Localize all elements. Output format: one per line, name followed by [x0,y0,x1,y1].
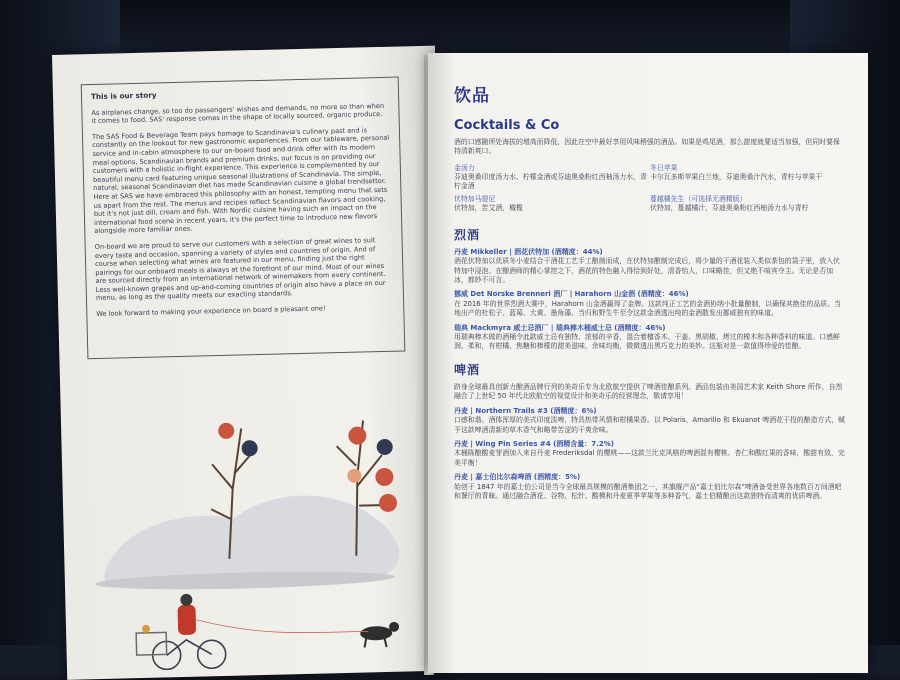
beer-desc: 木桶陈酿酸麦芽酒加入来自丹麦 Frederiksdal 的樱桃——这款兰比克风格的啤酒混有樱桃、杏仁和酸红果的香味，酸甜有致，完美平衡！ [454,449,845,467]
dog [360,622,400,648]
story-paragraph: As airplanes change, so too do passengers' wishes and demands, no more so than when it comes to food. SAS' response comes in the shape of locally sourced, organic produce. [91,101,385,126]
spirit-name: 丹麦 Mikkeller | 酒花伏特加 (酒精度：44%) [454,247,603,256]
beer-heading: 啤酒 [454,362,481,377]
cocktail-item [454,164,650,191]
cocktail-item [650,164,846,191]
beer-item [454,473,846,501]
ornament-ball [218,423,234,439]
beer-desc: 口感和谐、酒体浑厚的美式印度淡啤，特具热带风情和柑橘果香。以 Polaris、Amarillo 和 Ekuanot 啤酒花干投的酿造方式，赋予这款啤酒清新的草木香气和略带苦涩的干爽余味。 [454,416,845,434]
beer-desc: 始创于 1847 年的嘉士伯公司是当今全球最具规模的酿酒集团之一，其旗舰产品“嘉士伯比尔森”啤酒备受世界各地数百万间酒吧和餐厅的青睐。通过融合酒花、谷物、松针、酸模和丹麦夏季苹果等多种香气，嘉士伯精酿出这款独特而清爽的优质啤酒。 [454,482,842,500]
story-paragraph: We look forward to making your experience on board a pleasant one! [96,304,326,319]
cocktail-item [650,195,846,213]
spirit-desc: 用瑞典棒木做的酒桶令此款威士忌有独特、浓郁的辛香，混合着檀香木、干姜、黑胡椒、烤过的橡木和各种香料的味道。口感鲜润、柔和，有柑橘、焦糖和棒檬的甜美滋味，余味均衡，微微透出黑巧克力的美妙。这瓶对是一款值得珍爱的佳酿。 [454,333,840,351]
ornament-ball [347,469,361,483]
menu-right-page [428,53,868,673]
spirit-item [454,324,846,352]
cocktail-desc: 卡尔瓦多斯苹果白兰地，芬迪奥桑汁汽水，青柠与苹果干 [650,172,823,181]
ornament-ball [375,468,393,486]
story-paragraph: The SAS Food & Beverage Team pays homage to Scandinavia's culinary past and is constantly on the lookout for new gastronomic experiences. From our tableware, personal service and in-cabin atmosphere to our on-board food and drink offer with its modern meal options, Scandinavian brands and premium drinks, our focus is on providing our customers with a holistic in-flight experience. This experience is complemented by our beautiful menu card featuring unique seasonal illustrations of Scandinavia. The simple, natural, seasonal Scandinavian diet has made Scandinavian cuisine a global trendsetter. Here at SAS we have embraced this philosophy with an honest, tempting menu that sets us apart from the rest. The menus and recipes reflect Scandinavian flavors and cooking, but it's not just dill, cream and fish. With Nordic cuisine having such an impact on the international food scene in recent years, it's the perfect time to introduce new flavors alongside more familiar ones. [91,126,390,236]
cyclist-head [180,594,192,606]
leash [196,615,368,635]
beer-item [454,440,846,468]
spirit-item [454,290,846,318]
page-title: 饮品 [454,86,490,106]
cocktails-heading: Cocktails & Co [454,118,560,133]
cocktail-desc: 芬迪奥桑印度汤力水、柠檬金酒或芬迪奥桑粉红西柚汤力水，青柠金酒 [454,172,647,190]
ornament-ball [348,426,366,444]
spirit-desc: 在 2016 年的世界烈酒大赛中，Harahorn 山金酒赢得了金牌。这款纯正工艺的金酒协纳小批量酿制，以确保其绝佳的品质。当地出产的杜松子、蓝莓、大黄、墨角藻、当归和野生牛至令这款金酒透出纯的金酒散发出挪威独有的味道。 [454,299,841,318]
cocktail-desc: 伏特加，苦艾酒，橄榄 [454,203,523,212]
beer-name: 丹麦 | Northern Trails #3 (酒精度：6%) [454,406,597,415]
story-box [81,77,406,360]
cocktail-name: 冬日苹果 [650,163,678,172]
cargo-crate [136,632,167,655]
cocktail-name: 金汤力 [454,163,475,172]
menu-left-page [52,46,450,680]
cocktail-name: 蔓越橘先生（可选择无酒精版） [650,194,747,203]
spirit-name: 瑞典 Mackmyra 威士忌酒厂 | 瑞典棒木桶威士忌 (酒精度：46%) [454,323,666,332]
cocktail-desc: 伏特加，蔓越橘汁，芬迪奥桑粉红西柚汤力水与青柠 [650,203,809,212]
beer-name: 丹麦 | 嘉士伯比尔森啤酒 (酒精度：5%) [454,473,581,482]
cyclist-coat [177,605,196,635]
cocktails-intro: 酒的口感随所处海拔的增高而降低，因此在空中最好享用风味稍强的酒品。如果是鸡尾酒，那么甜度就要适当加强，但同时要保持清新爽口。 [454,138,840,156]
crate-ornament [142,625,150,633]
beer-item [454,407,846,435]
cocktail-item [454,195,650,213]
story-title: This is our story [90,90,157,102]
spirit-desc: 酒花伏特加以优质冬小麦结合干酒花工艺手工酿制而成，在伏特加酿制完成后，将少量的干酒花装入类似茶包的袋子里，放入伏特加中浸泡。在酿酒师的精心掌控之下，酒花的特色融入得恰到好处，清香怡人，口味略佳，但又绝不喧宾夺主。无论是否加冰，都妙不可言。 [454,257,840,285]
ornament-ball [241,440,257,456]
ornament-ball [376,439,392,455]
ornament-ball [379,494,397,512]
spirit-item [454,248,846,286]
winter-illustration [80,364,427,672]
beer-name: 丹麦 | Wing Pin Series #4 (酒精含量：7.2%) [454,439,614,448]
cocktail-list [454,164,846,217]
story-paragraph: On-board we are proud to serve our customers with a selection of great wines to suit every taste and occasion, spanning a variety of styles and countries of origin. And of course when selecting what wines are featured in our menu, finding just the right pairings for our onboard meals is always at the forefront of our mind. Most of our wines are sourced directly from an international network of winemakers from every continent. Less well-known grapes and up-and-coming countries of origin also have a place on our menu, as long as the quality meets our exacting standards. [94,236,386,303]
spirit-name: 挪威 Det Norske Brenneri 酒厂 | Harahorn 山金酒 (酒精度：46%) [454,290,689,299]
spirits-heading: 烈酒 [454,227,481,242]
beer-intro: 跻身全球最具创新力酿酒品牌行列的美奇乐专为北欧航空提供了啤酒佳酿系列。酒品包装由美国艺术家 Keith Shore 所作，自然融合了上世纪 50 年代北欧航空的视觉设计和美奇乐的经营理念，敬请享用！ [454,382,843,401]
cocktail-name: 伏特加马提尼 [454,194,496,203]
